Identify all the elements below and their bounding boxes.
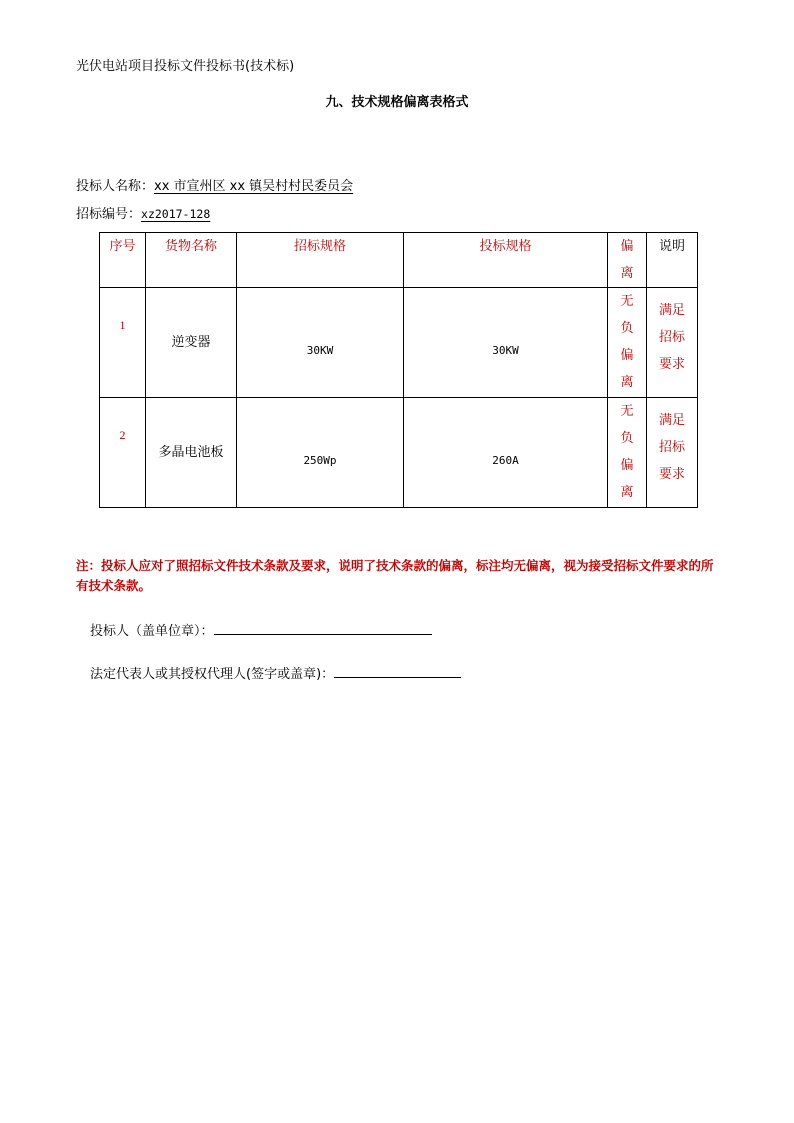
spec-deviation-table bbox=[99, 232, 698, 508]
table-row bbox=[100, 288, 698, 398]
row-tender-spec: 250Wp bbox=[237, 398, 404, 508]
bidder-name-value: xx 市宣州区 xx 镇吴村村民委员会 bbox=[154, 179, 354, 194]
row-bid-spec: 30KW bbox=[404, 288, 608, 398]
row-seq: 1 bbox=[100, 288, 146, 398]
row-deviation: 无负偏离 bbox=[608, 398, 647, 508]
row-deviation: 无负偏离 bbox=[608, 288, 647, 398]
bid-number-line bbox=[76, 205, 210, 224]
table-row bbox=[100, 398, 698, 508]
bid-number-value: xz2017-128 bbox=[141, 207, 211, 221]
representative-signature-blank[interactable] bbox=[334, 663, 461, 678]
table-header-row bbox=[100, 233, 698, 288]
row-seq: 2 bbox=[100, 398, 146, 508]
row-bid-spec: 260A bbox=[404, 398, 608, 508]
row-goods: 逆变器 bbox=[146, 288, 237, 398]
row-remark: 满足招标要求 bbox=[647, 288, 698, 398]
header-goods: 货物名称 bbox=[146, 233, 237, 288]
bidder-seal-label: 投标人（盖单位章）： bbox=[90, 624, 214, 639]
section-title: 九、技术规格偏离表格式 bbox=[325, 95, 469, 110]
bidder-seal-line bbox=[90, 620, 432, 641]
header-deviation: 偏离 bbox=[608, 233, 647, 288]
header-seq: 序号 bbox=[100, 233, 146, 288]
header-bid-spec: 投标规格 bbox=[404, 233, 608, 288]
representative-label: 法定代表人或其授权代理人(签字或盖章)： bbox=[90, 667, 335, 682]
document-header: 光伏电站项目投标文件投标书(技术标) bbox=[76, 59, 295, 74]
deviation-note: 注：投标人应对了照招标文件技术条款及要求，说明了技术条款的偏离，标注均无偏离，视为接受招标文件要求的所有技术条款。 bbox=[76, 558, 714, 593]
header-remark: 说明 bbox=[647, 233, 698, 288]
row-tender-spec: 30KW bbox=[237, 288, 404, 398]
row-remark: 满足招标要求 bbox=[647, 398, 698, 508]
bidder-name-line bbox=[76, 178, 353, 196]
row-goods: 多晶电池板 bbox=[146, 398, 237, 508]
header-tender-spec: 招标规格 bbox=[237, 233, 404, 288]
representative-line bbox=[90, 663, 461, 684]
bidder-name-label: 投标人名称： bbox=[76, 179, 155, 194]
bid-number-label: 招标编号： bbox=[76, 207, 142, 222]
bidder-seal-blank[interactable] bbox=[214, 620, 432, 635]
